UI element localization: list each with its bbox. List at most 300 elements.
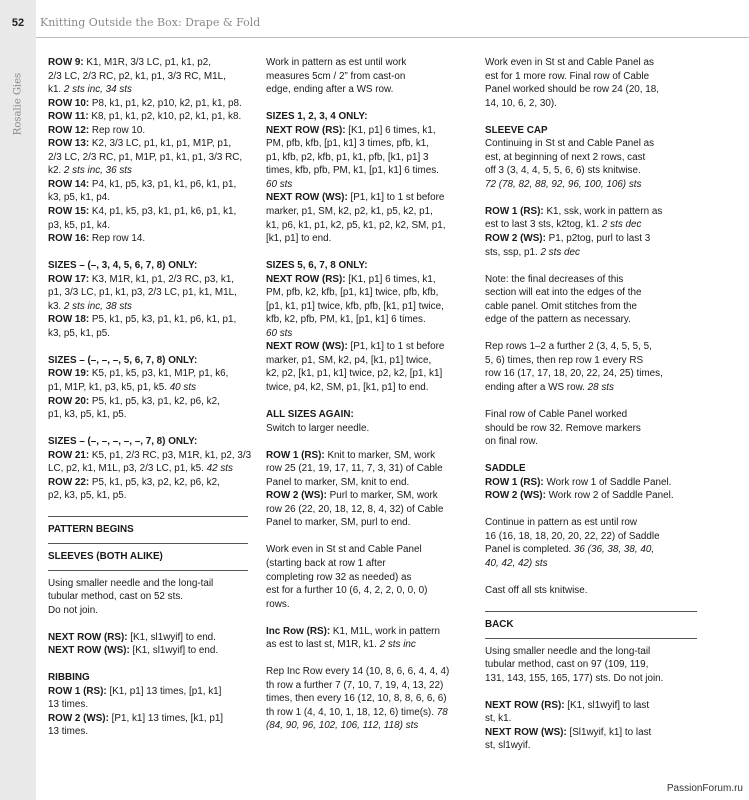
text-line: [266, 476, 470, 490]
text-line: [266, 178, 470, 192]
text-line: [266, 56, 470, 70]
text-run: [P1, k1] to 1 st before: [347, 192, 445, 204]
text-line: [48, 604, 248, 618]
text-line: [48, 219, 248, 233]
text-line: [266, 340, 470, 354]
text-line: [485, 476, 697, 490]
pattern-block: [485, 516, 697, 570]
text-line: [266, 83, 470, 97]
text-line: [266, 503, 470, 517]
pattern-block: [266, 259, 470, 394]
text-run: p1, 3/3 LC, p1, k1, p3, 2/3 LC, p1, k1, M1L,: [48, 287, 237, 299]
text-run: Work in pattern as est until work: [266, 57, 407, 68]
pattern-block: [266, 110, 470, 245]
italic-note: (84, 90, 96, 102, 106, 112, 118) sts: [266, 720, 419, 732]
text-line: [48, 286, 248, 300]
text-run: Using smaller needle and the long-tail: [485, 645, 651, 657]
bold-label: SIZES – (–, 3, 4, 5, 6, 7, 8) ONLY:: [48, 260, 198, 272]
text-line: [266, 449, 470, 463]
text-run: [p1, k1, p1] twice, kfb, pfb, [k1, p1] twice,: [266, 300, 444, 312]
text-run: 2/3 LC, 2/3 RC, p2, k1, p1, 3/3 RC, M1L,: [48, 70, 226, 82]
bold-label: ROW 10:: [48, 97, 90, 109]
text-run: p2, k3, p5, k1, p5.: [48, 490, 127, 502]
text-run: [K1, sl1wyif] to end.: [129, 645, 219, 657]
text-run: 131, 143, 155, 165, 177) sts. Do not join.: [485, 672, 664, 684]
text-line: [485, 313, 697, 327]
italic-note: 42 sts: [206, 463, 233, 475]
text-line: [485, 56, 697, 70]
text-run: kfb, k2, pfb, PM, k1, [p1, k1] 6 times.: [266, 314, 426, 326]
text-run: Work row 1 of Saddle Panel.: [543, 476, 672, 488]
text-line: [485, 699, 697, 713]
pattern-block: [266, 543, 470, 611]
bold-label: RIBBING: [48, 672, 90, 684]
text-line: [266, 219, 470, 233]
text-run: times, then every 16 (12, 10, 8, 8, 6, 6, 6): [266, 693, 447, 705]
bold-label: NEXT ROW (RS):: [48, 631, 128, 643]
italic-note: 2 sts dec: [601, 219, 642, 231]
text-line: [485, 232, 697, 246]
text-run: PM, pfb, kfb, [p1, k1] 3 times, pfb, k1,: [266, 138, 430, 150]
text-run: p1, M1P, k1, p3, k5, p1, k5.: [48, 382, 170, 394]
text-line: [48, 631, 248, 645]
sleeves-heading: SLEEVES (BOTH ALIKE): [48, 550, 163, 562]
text-run: tubular method, cast on 52 sts.: [48, 591, 184, 603]
text-line: [266, 327, 470, 341]
italic-note: 78: [436, 706, 448, 718]
bold-label: ROW 22:: [48, 476, 90, 488]
text-run: P5, k1, p5, k3, p1, k2, p6, k2,: [89, 395, 220, 407]
text-run: Final row of Cable Panel worked: [485, 408, 628, 420]
italic-note: 36 (36, 38, 38, 40,: [573, 544, 655, 556]
text-run: K1, M1L, work in pattern: [330, 625, 440, 637]
bold-label: ROW 19:: [48, 368, 90, 380]
text-run: LC, p2, k1, M1L, p3, 2/3 LC, p1, k5.: [48, 463, 207, 475]
bold-label: SIZES 1, 2, 3, 4 ONLY:: [266, 111, 368, 123]
text-line: [485, 205, 697, 219]
text-line: [48, 97, 248, 111]
text-line: [485, 584, 697, 598]
text-line: [48, 644, 248, 658]
pattern-block: [266, 408, 470, 435]
text-run: p3, k5, p1, k4.: [48, 219, 111, 231]
text-line: [266, 584, 470, 598]
text-line: [485, 489, 697, 503]
text-line: [266, 516, 470, 530]
text-line: [48, 698, 248, 712]
text-run: P8, k1, p1, k2, p10, k2, p1, k1, p8.: [89, 97, 242, 109]
text-line: [485, 408, 697, 422]
text-line: [485, 645, 697, 659]
text-line: [48, 449, 252, 463]
text-line: [266, 205, 470, 219]
text-line: [485, 381, 697, 395]
text-run: K5, p1, 2/3 RC, p3, M1R, k1, p2, 3/3: [89, 449, 252, 461]
text-run: st, sl1wyif.: [485, 740, 531, 752]
bold-label: ROW 20:: [48, 395, 90, 407]
text-run: [K1, p1] 6 times, k1,: [345, 273, 436, 285]
text-line: [485, 97, 697, 111]
pattern-block: [266, 625, 470, 652]
text-run: st, k1.: [485, 713, 512, 725]
bold-label: ROW 1 (RS):: [485, 476, 544, 488]
text-line: [48, 712, 248, 726]
text-line: [485, 712, 697, 726]
page-number: 52: [11, 17, 25, 29]
text-line: [266, 571, 470, 585]
text-run: Rep Inc Row every 14 (10, 8, 6, 6, 4, 4, 4): [266, 666, 450, 678]
text-line: [485, 672, 697, 686]
text-run: K1, M1R, 3/3 LC, p1, k1, p2,: [83, 57, 212, 68]
text-line: [485, 340, 697, 354]
watermark: PassionForum.ru: [666, 783, 743, 794]
pattern-block: [48, 435, 252, 503]
text-run: tubular method, cast on 97 (109, 119,: [485, 659, 649, 671]
text-line: [48, 476, 248, 490]
italic-note: 2 sts inc, 36 sts: [63, 165, 132, 177]
pattern-begins-heading: PATTERN BEGINS: [48, 524, 134, 536]
text-run: Continue in pattern as est until row: [485, 517, 638, 529]
pattern-block: [266, 56, 470, 97]
bold-label: ROW 13:: [48, 138, 90, 150]
italic-note: 40 sts: [169, 382, 197, 394]
text-run: Using smaller needle and the long-tail: [48, 577, 214, 589]
text-line: [48, 489, 248, 503]
bold-label: NEXT ROW (WS):: [485, 726, 567, 738]
text-line: [48, 408, 248, 422]
text-run: est for a further 10 (6, 4, 2, 2, 0, 0, 0): [266, 585, 428, 597]
text-run: est to last 3 sts, k2tog, k1.: [485, 219, 602, 231]
text-run: est, at beginning of next 2 rows, cast: [485, 151, 646, 163]
text-line: [48, 191, 248, 205]
text-run: Work even in St st and Cable Panel as: [485, 57, 654, 68]
text-line: [485, 462, 697, 476]
text-line: [266, 300, 470, 314]
text-line: [48, 205, 248, 219]
text-run: k3.: [48, 300, 64, 312]
text-run: est for 1 more row. Final row of Cable: [485, 70, 650, 82]
pattern-block: [485, 205, 697, 259]
bold-label: SIZES – (–, –, –, 5, 6, 7, 8) ONLY:: [48, 354, 198, 366]
bold-label: NEXT ROW (WS):: [266, 341, 348, 353]
text-line: [48, 354, 248, 368]
italic-note: 2 sts dec: [540, 246, 580, 258]
bold-label: SIZES – (–, –, –, –, –, 7, 8) ONLY:: [48, 436, 198, 448]
text-run: Note: the final decreases of this: [485, 273, 624, 285]
text-run: [P1, k1] 13 times, [k1, p1]: [108, 712, 224, 724]
text-run: ending after a WS row.: [485, 381, 588, 393]
text-run: Purl to marker, SM, work: [326, 490, 438, 502]
back-heading: BACK: [485, 619, 514, 630]
text-line: [266, 313, 470, 327]
text-line: [48, 124, 248, 138]
text-line: [48, 83, 248, 97]
text-run: rows.: [266, 598, 290, 610]
text-line: [48, 577, 248, 591]
text-run: Rep row 10.: [89, 124, 146, 136]
bold-label: NEXT ROW (RS):: [266, 273, 346, 285]
italic-note: 40, 42, 42) sts: [485, 557, 548, 569]
text-run: twice, p4, k2, SM, p1, [k1, p1] to end.: [266, 382, 429, 394]
text-run: k3, p5, k1, p4.: [48, 192, 111, 204]
text-line: [485, 273, 697, 287]
text-run: 2/3 LC, 2/3 RC, p1, M1P, p1, k1, p1, 3/3 RC,: [48, 151, 243, 163]
text-run: section will eat into the edges of the: [485, 287, 642, 299]
text-line: [48, 381, 248, 395]
text-run: K3, M1R, k1, p1, 2/3 RC, p3, k1,: [89, 273, 235, 285]
italic-note: 60 sts: [266, 327, 293, 339]
text-run: K5, p1, k5, p3, k1, M1P, p1, k6,: [89, 368, 229, 380]
bold-label: ROW 11:: [48, 111, 89, 123]
pattern-block: [266, 665, 470, 733]
bold-label: ROW 15:: [48, 206, 90, 218]
text-line: [485, 543, 697, 557]
text-line: [266, 137, 470, 151]
pattern-block: [485, 340, 697, 394]
text-run: K2, 3/3 LC, p1, k1, p1, M1P, p1,: [89, 138, 232, 150]
page-sidebar: [0, 0, 36, 800]
bold-label: ROW 2 (WS):: [266, 490, 327, 502]
text-line: [485, 151, 697, 165]
text-line: [485, 557, 697, 571]
text-line: [266, 191, 470, 205]
text-run: 13 times.: [48, 699, 89, 711]
text-run: 13 times.: [48, 726, 89, 738]
text-run: should be row 32. Remove markers: [485, 422, 641, 434]
text-run: Work row 2 of Saddle Panel.: [545, 490, 674, 502]
text-line: [266, 543, 470, 557]
pattern-block: [48, 56, 248, 246]
text-line: [485, 739, 697, 753]
text-run: [K1, sl1wyif] to last: [564, 699, 650, 711]
text-run: P5, k1, p5, k3, p2, k2, p6, k2,: [89, 476, 220, 488]
text-line: [485, 164, 697, 178]
text-run: p1, k3, p5, k1, p5.: [48, 409, 127, 421]
text-run: 14, 10, 6, 2, 30).: [485, 97, 557, 109]
text-line: [485, 530, 697, 544]
text-run: th row a further 7 (7, 10, 7, 19, 4, 13, 22): [266, 679, 444, 691]
text-run: Panel to marker, SM, purl to end.: [266, 517, 411, 529]
text-line: [266, 273, 470, 287]
text-run: on final row.: [485, 436, 538, 448]
text-run: th row 1 (4, 4, 10, 1, 18, 12, 6) time(s).: [266, 706, 437, 718]
pattern-block: [485, 645, 697, 686]
column-3: [485, 56, 697, 766]
bold-label: ROW 17:: [48, 273, 90, 285]
text-run: PM, pfb, k2, kfb, [p1, k1] twice, pfb, kfb,: [266, 287, 439, 299]
italic-note: 72 (78, 82, 88, 92, 96, 100, 106) sts: [485, 178, 642, 190]
text-line: [266, 665, 470, 679]
text-line: [266, 422, 470, 436]
italic-note: 2 sts inc, 34 sts: [63, 84, 132, 96]
pattern-block: [48, 577, 248, 618]
text-run: Cast off all sts knitwise.: [485, 584, 588, 596]
text-run: P4, k1, p5, k3, p1, k1, p6, k1, p1,: [89, 178, 237, 190]
text-line: [48, 367, 248, 381]
text-line: [485, 137, 697, 151]
text-line: [48, 70, 248, 84]
text-run: 16 (16, 18, 18, 20, 20, 22, 22) of Saddle: [485, 530, 660, 542]
text-line: [48, 725, 248, 739]
text-run: [K1, sl1wyif] to end.: [127, 631, 216, 643]
pattern-block: [48, 259, 248, 340]
text-line: [485, 516, 697, 530]
pattern-block: [485, 462, 697, 503]
text-line: [48, 671, 248, 685]
text-run: marker, p1, SM, k2, p4, [k1, p1] twice,: [266, 354, 432, 366]
section-rule: [485, 638, 697, 639]
bold-label: NEXT ROW (WS):: [266, 192, 348, 204]
text-line: [266, 679, 470, 693]
text-run: row 25 (21, 19, 17, 11, 7, 3, 31) of Cable: [266, 463, 443, 475]
text-line: [266, 462, 470, 476]
pattern-block: [485, 124, 697, 192]
bold-label: SIZES 5, 6, 7, 8 ONLY:: [266, 260, 368, 272]
text-line: [485, 354, 697, 368]
text-run: K4, p1, k5, p3, k1, p1, k6, p1, k1,: [89, 206, 237, 218]
text-line: [48, 395, 248, 409]
text-run: k1, p6, k1, p1, k2, p5, k1, p2, k2, SM, p1,: [266, 219, 446, 231]
text-line: [266, 124, 470, 138]
pattern-block: [485, 699, 697, 753]
text-run: Work even in St st and Cable Panel: [266, 544, 422, 556]
pattern-block: [485, 56, 697, 110]
text-run: Continuing in St st and Cable Panel as: [485, 138, 655, 150]
text-line: [266, 151, 470, 165]
text-run: [k1, p1] to end.: [266, 233, 332, 245]
italic-note: 28 sts: [587, 381, 614, 393]
text-line: [266, 692, 470, 706]
text-line: [266, 381, 470, 395]
bold-label: ROW 14:: [48, 178, 90, 190]
text-run: [K1, p1] 6 times, k1,: [345, 124, 436, 136]
text-line: [266, 367, 470, 381]
text-line: [48, 435, 248, 449]
bold-label: ROW 18:: [48, 314, 90, 326]
text-run: edge, ending after a WS row.: [266, 84, 394, 96]
text-line: [266, 719, 470, 733]
text-line: [48, 137, 248, 151]
pattern-block: [266, 449, 470, 530]
text-run: as est to last st, M1R, k1.: [266, 639, 380, 651]
text-line: [266, 408, 470, 422]
text-line: [266, 110, 470, 124]
text-run: k3, p5, k1, p5.: [48, 327, 111, 339]
text-run: [K1, p1] 13 times, [p1, k1]: [106, 685, 222, 697]
bold-label: ROW 1 (RS):: [485, 205, 544, 217]
text-line: [485, 218, 697, 232]
text-line: [48, 110, 248, 124]
text-line: [485, 70, 697, 84]
bold-label: ROW 1 (RS):: [48, 685, 107, 697]
text-line: [485, 286, 697, 300]
header-divider: [36, 37, 749, 38]
text-run: Panel worked should be row 24 (20, 18,: [485, 84, 660, 96]
text-run: Switch to larger needle.: [266, 422, 370, 434]
text-line: [485, 367, 697, 381]
bold-label: NEXT ROW (WS):: [48, 645, 130, 657]
text-line: [485, 435, 697, 449]
text-run: times, kfb, pfb, PM, k1, [p1, k1] 6 times.: [266, 165, 439, 177]
section-rule: [485, 611, 697, 612]
bold-label: ROW 16:: [48, 233, 90, 245]
bold-label: ROW 2 (WS):: [485, 490, 546, 502]
pattern-block: [48, 354, 248, 422]
text-line: [48, 300, 248, 314]
text-line: [48, 590, 248, 604]
text-line: [266, 638, 470, 652]
italic-note: 2 sts inc, 38 sts: [63, 300, 132, 312]
text-run: row 26 (22, 20, 18, 12, 8, 4, 32) of Cable: [266, 503, 444, 515]
text-run: edge of the pattern as necessary.: [485, 314, 631, 326]
text-line: [48, 178, 248, 192]
text-run: completing row 32 as needed) as: [266, 571, 412, 583]
text-line: [485, 422, 697, 436]
running-title: Knitting Outside the Box: Drape & Fold: [40, 16, 261, 29]
text-run: k1.: [48, 84, 64, 96]
text-run: K8, p1, k1, p2, k10, p2, k1, p1, k8.: [88, 111, 242, 123]
text-line: [266, 164, 470, 178]
column-1: [48, 56, 252, 752]
text-line: [485, 178, 697, 192]
text-line: [48, 232, 248, 246]
pattern-block: [485, 408, 697, 449]
text-run: off 3 (3, 4, 4, 5, 5, 6, 6) sts knitwise.: [485, 165, 641, 177]
bold-label: ROW 12:: [48, 124, 90, 136]
text-run: Panel is completed.: [485, 544, 574, 556]
text-run: 5, 6) times, then rep row 1 every RS: [485, 354, 644, 366]
text-run: Rep row 14.: [89, 233, 146, 245]
italic-note: 60 sts: [266, 178, 293, 190]
text-run: sts, ssp, p1.: [485, 246, 541, 258]
text-line: [266, 259, 470, 273]
pattern-block: [485, 273, 697, 327]
text-line: [485, 300, 697, 314]
text-run: [P1, k1] to 1 st before: [347, 341, 445, 353]
section-rule: [48, 516, 248, 517]
text-line: [266, 598, 470, 612]
text-run: [Sl1wyif, k1] to last: [566, 726, 652, 738]
text-line: [48, 327, 248, 341]
bold-label: SADDLE: [485, 463, 526, 475]
text-line: [48, 273, 248, 287]
text-run: P1, p2tog, purl to last 3: [545, 233, 651, 245]
text-run: k2.: [48, 165, 64, 177]
bold-label: Inc Row (RS):: [266, 625, 331, 637]
bold-label: SLEEVE CAP: [485, 124, 548, 136]
text-line: [266, 286, 470, 300]
text-line: [266, 706, 470, 720]
text-line: [485, 726, 697, 740]
column-2: [266, 56, 470, 747]
text-line: [266, 70, 470, 84]
text-line: [485, 658, 697, 672]
section-rule: [48, 570, 248, 571]
text-run: p1, kfb, p2, kfb, p1, k1, pfb, [k1, p1] 3: [266, 151, 429, 163]
text-line: [48, 164, 248, 178]
text-line: [266, 625, 470, 639]
side-author-label: Rosalie Gies: [12, 72, 24, 136]
text-line: [485, 124, 697, 138]
bold-label: ALL SIZES AGAIN:: [266, 409, 354, 421]
text-line: [485, 83, 697, 97]
text-run: Do not join.: [48, 604, 98, 616]
text-line: [266, 557, 470, 571]
text-line: [48, 151, 248, 165]
text-run: Panel to marker, SM, knit to end.: [266, 476, 410, 488]
text-line: [48, 462, 248, 476]
text-line: [48, 685, 248, 699]
